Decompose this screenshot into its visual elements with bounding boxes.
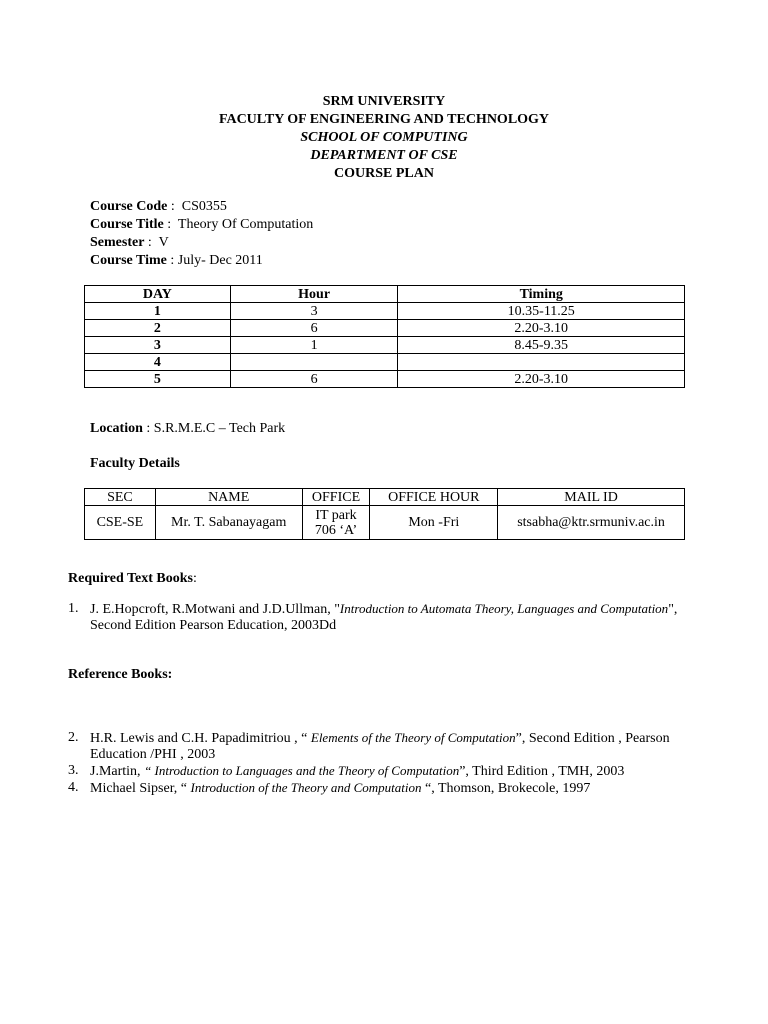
schedule-hour — [230, 354, 398, 371]
faculty-header-name: NAME — [155, 489, 302, 506]
schedule-header-hour: Hour — [230, 286, 398, 303]
schedule-timing: 8.45-9.35 — [398, 337, 685, 354]
schedule-timing: 2.20-3.10 — [398, 320, 685, 337]
faculty-header-office: OFFICE — [302, 489, 370, 506]
book-details: ”, Second Edition , Pearson Education /PHI , 2003 — [90, 731, 670, 762]
schedule-timing — [398, 354, 685, 371]
list-item — [68, 763, 698, 780]
schedule-day: 2 — [85, 320, 231, 337]
table-row — [85, 354, 685, 371]
reference-books-title: Reference Books: — [68, 667, 173, 682]
book-title: Elements of the Theory of Computation — [310, 730, 516, 745]
document-title: COURSE PLAN — [334, 166, 434, 181]
course-title-value: Theory Of Computation — [177, 217, 314, 232]
schedule-hour: 6 — [230, 371, 398, 388]
course-time-label: Course Time — [90, 253, 167, 268]
table-row — [85, 320, 685, 337]
list-number: 1. — [68, 601, 79, 616]
list-number: 4. — [68, 780, 79, 795]
course-title-label: Course Title — [90, 217, 164, 232]
schedule-hour: 1 — [230, 337, 398, 354]
schedule-header-row — [85, 286, 685, 303]
university-name: SRM UNIVERSITY — [322, 94, 446, 109]
schedule-hour: 6 — [230, 320, 398, 337]
course-code-value: CS0355 — [181, 199, 227, 214]
table-row — [85, 303, 685, 320]
faculty-header-row — [85, 489, 685, 506]
schedule-day: 1 — [85, 303, 231, 320]
schedule-timing: 2.20-3.10 — [398, 371, 685, 388]
faculty-mail: stsabha@ktr.srmuniv.ac.in — [498, 506, 685, 540]
course-time-line: Course Time : July- Dec 2011 — [90, 253, 263, 268]
book-authors: Michael Sipser, “ — [90, 781, 191, 796]
schedule-header-timing: Timing — [398, 286, 685, 303]
course-title-line: Course Title : Theory Of Computation — [90, 217, 314, 232]
faculty-header-sec: SEC — [85, 489, 156, 506]
semester-value: V — [158, 235, 169, 250]
schedule-timing: 10.35-11.25 — [398, 303, 685, 320]
schedule-day: 4 — [85, 354, 231, 371]
school-name: SCHOOL OF COMPUTING — [300, 130, 468, 145]
list-item — [68, 601, 698, 634]
course-code-line: Course Code : CS0355 — [90, 199, 227, 214]
book-title: “ Introduction to Languages and the Theory of Computation — [144, 763, 460, 778]
list-item — [68, 780, 698, 797]
faculty-sec: CSE-SE — [85, 506, 156, 540]
required-books-title-text: Required Text Books — [68, 571, 193, 586]
location-value: S.R.M.E.C – Tech Park — [153, 421, 286, 436]
semester-label: Semester — [90, 235, 145, 250]
document-header — [0, 93, 768, 183]
course-code-label: Course Code — [90, 199, 168, 214]
faculty-header-mail: MAIL ID — [498, 489, 685, 506]
faculty-office-hour: Mon -Fri — [370, 506, 498, 540]
faculty-name: Mr. T. Sabanayagam — [155, 506, 302, 540]
required-books-title: Required Text Books: — [68, 571, 197, 586]
faculty-office — [302, 506, 370, 540]
course-info — [90, 198, 313, 270]
required-books-list — [68, 601, 698, 634]
faculty-table — [84, 488, 685, 540]
list-number: 3. — [68, 763, 79, 778]
book-details: ”, Third Edition , TMH, 2003 — [459, 764, 625, 779]
book-details: “, Thomson, Brokecole, 1997 — [421, 781, 591, 796]
book-details: ", Second Edition Pearson Education, 2003Dd — [90, 602, 678, 633]
department-name: DEPARTMENT OF CSE — [310, 148, 458, 163]
course-time-value: July- Dec 2011 — [177, 253, 263, 268]
faculty-name: FACULTY OF ENGINEERING AND TECHNOLOGY — [218, 112, 550, 127]
table-row — [85, 371, 685, 388]
faculty-office-line1: IT park — [315, 507, 357, 523]
book-title: Introduction of the Theory and Computation — [190, 780, 422, 795]
schedule-hour: 3 — [230, 303, 398, 320]
faculty-office-line2: 706 ‘A’ — [314, 522, 358, 538]
faculty-header-office-hour: OFFICE HOUR — [370, 489, 498, 506]
book-authors: J.Martin, — [90, 764, 145, 779]
location-label: Location — [90, 421, 143, 436]
table-row — [85, 506, 685, 540]
book-authors: J. E.Hopcroft, R.Motwani and J.D.Ullman, " — [90, 602, 340, 617]
reference-books-list — [68, 730, 698, 797]
list-item — [68, 730, 698, 763]
schedule-header-day: DAY — [85, 286, 231, 303]
schedule-day: 5 — [85, 371, 231, 388]
schedule-day: 3 — [85, 337, 231, 354]
faculty-details-title: Faculty Details — [90, 456, 180, 471]
table-row — [85, 337, 685, 354]
book-title: Introduction to Automata Theory, Languages and Computation — [339, 601, 669, 616]
schedule-table — [84, 285, 685, 388]
semester-line: Semester : V — [90, 235, 169, 250]
list-number: 2. — [68, 730, 79, 745]
location-line: Location : S.R.M.E.C – Tech Park — [90, 421, 286, 436]
book-authors: H.R. Lewis and C.H. Papadimitriou , “ — [90, 731, 311, 746]
